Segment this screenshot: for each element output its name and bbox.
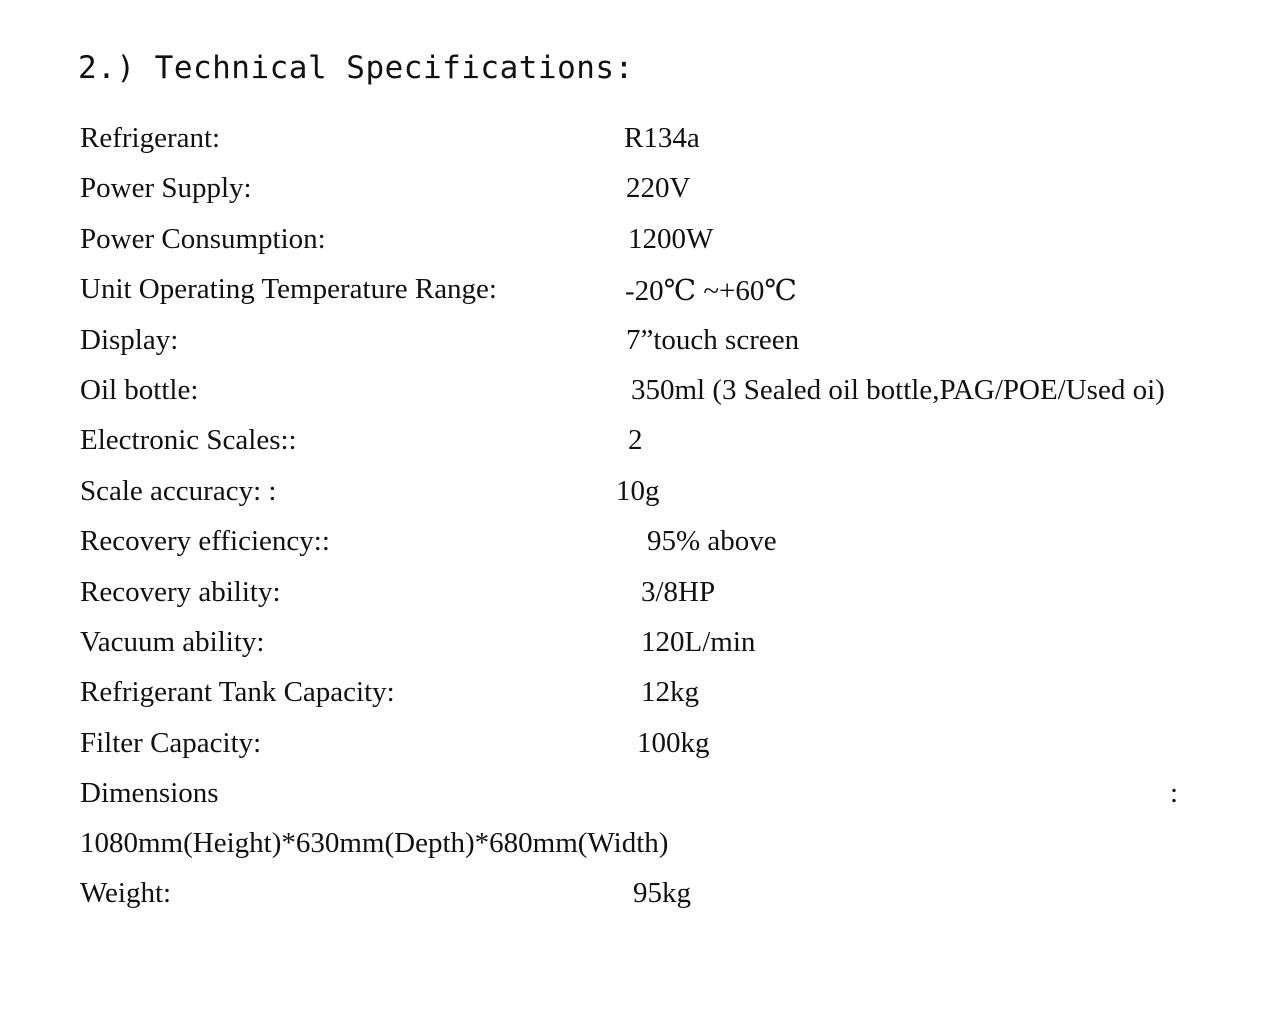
spec-value: 120L/min (641, 626, 756, 658)
spec-row-refrigerant (0, 122, 1284, 162)
spec-row-recovery-efficiency (0, 525, 1284, 565)
spec-label: Power Consumption: (80, 223, 326, 255)
spec-value: R134a (624, 122, 700, 154)
spec-label: Refrigerant: (80, 122, 221, 154)
spec-value: 95kg (633, 877, 691, 909)
spec-label: Power Supply: (80, 172, 252, 204)
spec-label: Refrigerant Tank Capacity: (80, 676, 395, 708)
spec-row-dimensions-value (0, 827, 1284, 867)
spec-row-temperature-range (0, 273, 1284, 313)
spec-label: Vacuum ability: (80, 626, 265, 658)
spec-row-display (0, 324, 1284, 364)
spec-label: Display: (80, 324, 179, 356)
spec-value: 1080mm(Height)*630mm(Depth)*680mm(Width) (80, 827, 669, 859)
spec-label: Oil bottle: (80, 374, 199, 406)
section-heading: 2.) Technical Specifications: (78, 50, 634, 86)
spec-value: 95% above (647, 525, 777, 557)
spec-value: 220V (626, 172, 691, 204)
spec-row-tank-capacity (0, 676, 1284, 716)
spec-value: 2 (628, 424, 643, 456)
spec-label: Electronic Scales:: (80, 424, 297, 456)
spec-row-recovery-ability (0, 576, 1284, 616)
spec-value: -20℃ ~+60℃ (625, 275, 797, 307)
dimensions-colon: : (1170, 777, 1179, 809)
spec-row-power-supply (0, 172, 1284, 212)
spec-value: 12kg (641, 676, 699, 708)
spec-row-vacuum-ability (0, 626, 1284, 666)
spec-value: 350ml (3 Sealed oil bottle,PAG/POE/Used oi) (631, 374, 1165, 406)
spec-value: 3/8HP (641, 576, 716, 608)
spec-label: Filter Capacity: (80, 727, 262, 759)
spec-label: Weight: (80, 877, 172, 909)
spec-row-filter-capacity (0, 727, 1284, 767)
spec-value: 10g (616, 475, 660, 507)
spec-value: 100kg (637, 727, 710, 759)
spec-row-power-consumption (0, 223, 1284, 263)
spec-label: Recovery ability: (80, 576, 281, 608)
spec-row-scale-accuracy (0, 475, 1284, 515)
spec-row-oil-bottle (0, 374, 1284, 414)
spec-label: Dimensions (80, 777, 219, 809)
spec-label: Unit Operating Temperature Range: (80, 273, 497, 305)
spec-label: Recovery efficiency:: (80, 525, 330, 557)
spec-row-dimensions (0, 777, 1284, 817)
spec-label: Scale accuracy: : (80, 475, 277, 507)
spec-value: 1200W (628, 223, 714, 255)
spec-value: 7”touch screen (626, 324, 800, 356)
spec-row-weight (0, 877, 1284, 917)
spec-row-electronic-scales (0, 424, 1284, 464)
